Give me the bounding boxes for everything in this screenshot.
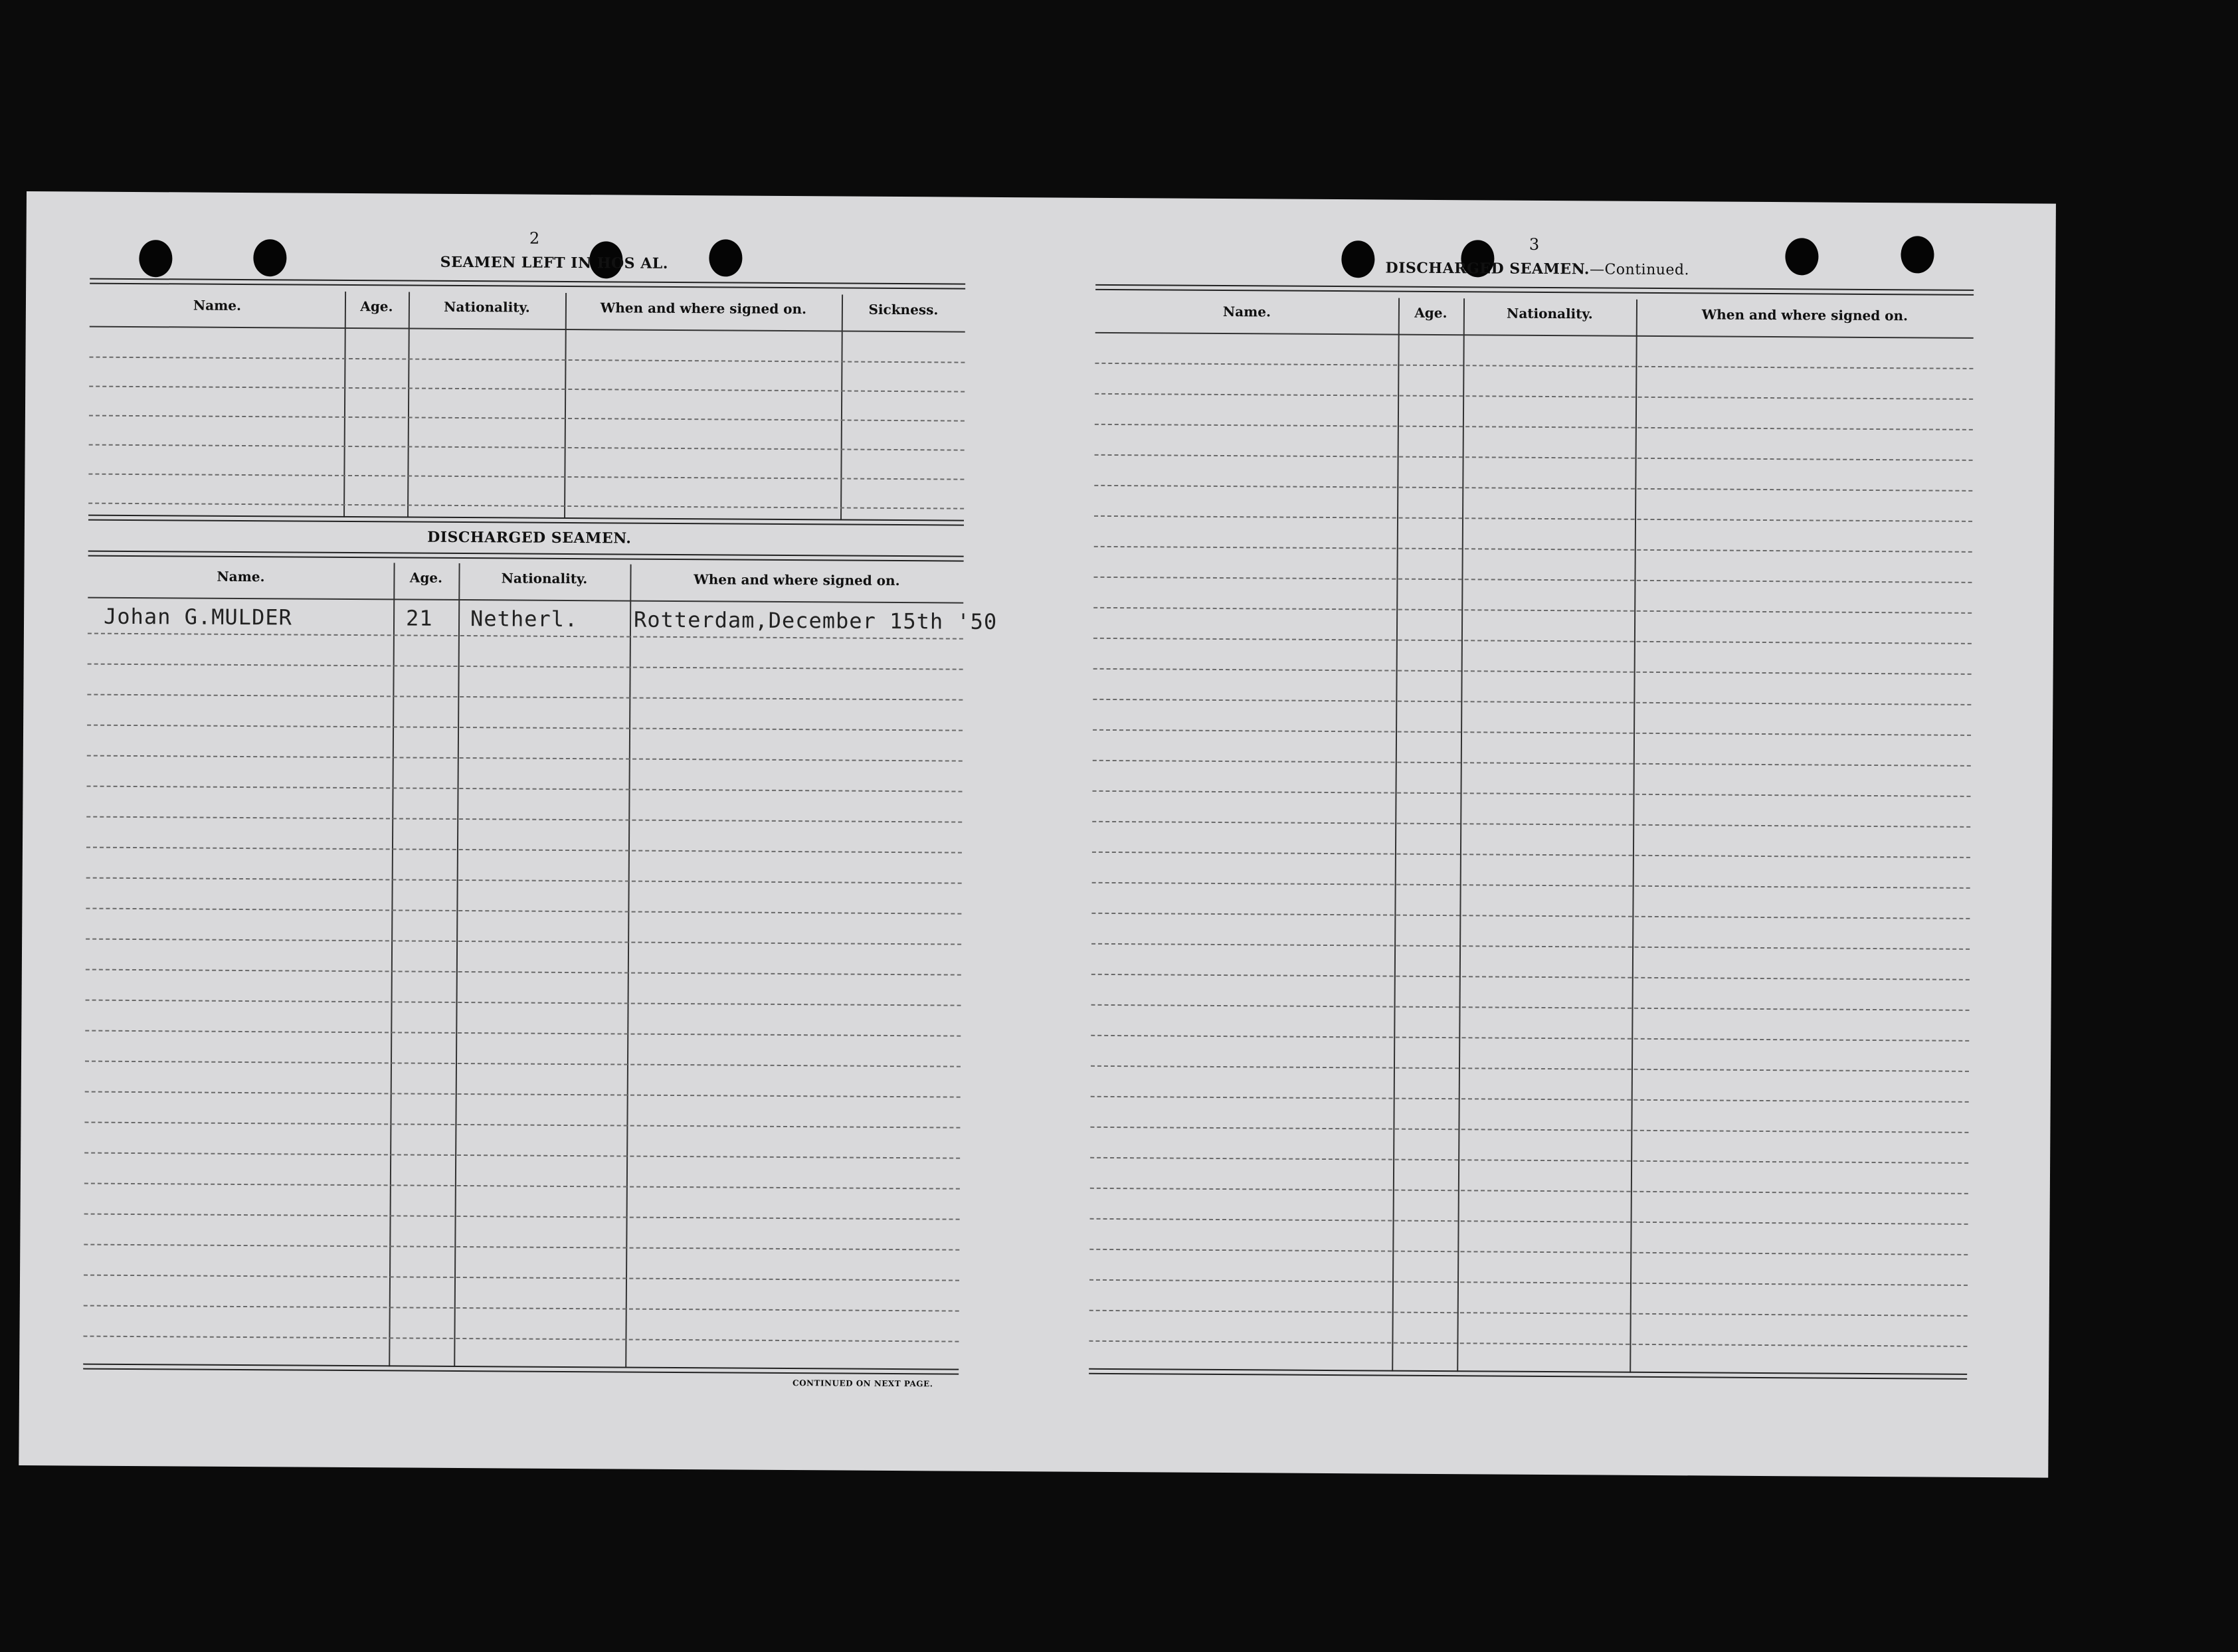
hospital-row-line (88, 474, 964, 480)
hospital-row-line (89, 357, 965, 363)
ruled-row-line (87, 725, 963, 731)
right-column-divider (1392, 298, 1400, 1372)
ruled-row-line (1089, 1279, 1968, 1286)
hospital-column-divider (407, 292, 410, 518)
punch-hole (1901, 236, 1934, 273)
hospital-row-line (89, 444, 965, 451)
ruled-row-line (84, 1275, 959, 1281)
ruled-row-line (1091, 943, 1970, 950)
ruled-row-line (1090, 1157, 1968, 1164)
discharged-title-rule (88, 551, 964, 562)
ruled-row-line (1090, 1127, 1968, 1133)
right-section-title (1384, 259, 1690, 278)
continued-note: CONTINUED ON NEXT PAGE. (793, 1378, 933, 1389)
right-header-name: Name. (1222, 304, 1271, 320)
ruled-row-line (88, 633, 963, 640)
discharged-header-age: Age. (409, 569, 443, 586)
hospital-header-rule (90, 326, 965, 333)
ruled-row-line (1093, 668, 1972, 675)
ruled-row-line (1091, 913, 1970, 919)
ruled-row-line (1093, 638, 1972, 644)
ruled-row-line (1093, 760, 1971, 767)
ruled-row-line (86, 908, 961, 915)
document-sheet (19, 191, 2056, 1478)
ruled-row-line (1093, 577, 1972, 583)
discharged-section-title: DISCHARGED SEAMEN. (427, 528, 632, 547)
ruled-row-line (86, 969, 961, 976)
ruled-row-line (84, 1122, 960, 1129)
discharged-row-name: Johan G.MULDER (103, 603, 292, 630)
ruled-row-line (84, 1244, 959, 1251)
ruled-row-line (1091, 1065, 1969, 1072)
ruled-row-line (86, 847, 962, 854)
ruled-row-line (85, 1030, 961, 1037)
ruled-row-line (1095, 424, 1973, 430)
right-title-main: DISCHARGED SEAMEN. (1385, 259, 1590, 278)
hospital-column-divider (840, 294, 843, 520)
ruled-row-line (88, 664, 963, 670)
ruled-row-line (1091, 1096, 1969, 1103)
punch-hole (1785, 238, 1818, 275)
ruled-row-line (1090, 1188, 1968, 1194)
ruled-row-line (83, 1336, 959, 1342)
ruled-row-line (1093, 699, 1971, 705)
discharged-row-age: 21 (405, 605, 433, 631)
ruled-row-line (87, 694, 963, 701)
right-column-divider (1457, 298, 1465, 1372)
hospital-header-signed-on: When and where signed on. (600, 300, 807, 318)
ruled-row-line (84, 1305, 959, 1312)
hospital-header-nationality: Nationality. (444, 298, 530, 316)
discharged-header-name: Name. (217, 568, 265, 585)
ruled-row-line (1093, 790, 1971, 797)
ruled-row-line (1093, 729, 1971, 736)
ruled-row-line (1095, 393, 1973, 400)
ruled-row-line (1094, 546, 1972, 553)
hospital-header-sickness: Sickness. (868, 301, 939, 318)
discharged-header-nationality: Nationality. (501, 570, 588, 587)
ruled-row-line (84, 1152, 960, 1159)
right-bottom-rule (1089, 1368, 1967, 1380)
ruled-row-line (1089, 1310, 1968, 1317)
ruled-row-line (84, 1214, 960, 1220)
ruled-row-line (1090, 1218, 1968, 1225)
ruled-row-line (86, 877, 962, 884)
ruled-row-line (1091, 1035, 1969, 1042)
ruled-row-line (1094, 515, 1972, 522)
discharged-header-rule (88, 597, 963, 604)
hospital-header-name: Name. (193, 297, 242, 314)
ruled-row-line (1094, 485, 1972, 492)
ruled-row-line (1095, 454, 1973, 461)
ruled-row-line (1092, 852, 1970, 858)
hospital-column-divider (564, 293, 567, 519)
ruled-row-line (85, 1091, 961, 1098)
punch-hole (709, 239, 742, 276)
punch-hole (253, 239, 286, 276)
hospital-header-age: Age. (360, 298, 393, 315)
ruled-row-line (1095, 363, 1973, 369)
hospital-column-divider (343, 292, 346, 517)
ruled-row-line (87, 786, 963, 792)
right-header-age: Age. (1414, 304, 1447, 321)
punch-hole (1341, 240, 1374, 278)
discharged-row-signed-on: Rotterdam,December 15th '50 (633, 606, 998, 634)
right-header-rule (1095, 332, 1974, 339)
page-number-right: 3 (1529, 234, 1540, 254)
hospital-bottom-rule (88, 515, 964, 526)
ruled-row-line (85, 1061, 961, 1067)
hospital-title-rule (90, 278, 965, 290)
right-header-nationality: Nationality. (1507, 305, 1593, 322)
discharged-row-nationality: Netherl. (470, 606, 579, 632)
ruled-row-line (1089, 1340, 1967, 1347)
discharged-bottom-rule (83, 1364, 959, 1375)
ruled-row-line (1091, 974, 1970, 980)
ruled-row-line (1092, 882, 1970, 889)
discharged-header-signed-on: When and where signed on. (694, 571, 900, 589)
right-title-continued: —Continued. (1589, 261, 1690, 279)
hospital-row-line (88, 503, 964, 509)
hospital-row-line (89, 386, 965, 393)
right-title-rule (1095, 284, 1974, 296)
right-header-signed-on: When and where signed on. (1701, 306, 1909, 324)
ruled-row-line (84, 1183, 960, 1190)
ruled-row-line (87, 755, 963, 762)
ruled-row-line (1093, 607, 1972, 614)
hospital-section-title: SEAMEN LEFT IN HOS AL. (440, 253, 669, 272)
page-number-left: 2 (529, 229, 540, 248)
ruled-row-line (86, 816, 962, 823)
ruled-row-line (1092, 821, 1970, 828)
right-column-divider (1630, 300, 1637, 1373)
ruled-row-line (1091, 1004, 1970, 1011)
punch-hole (139, 240, 172, 277)
ruled-row-line (86, 1000, 961, 1006)
hospital-row-line (89, 415, 965, 422)
ruled-row-line (86, 939, 961, 945)
ruled-row-line (1089, 1249, 1968, 1255)
